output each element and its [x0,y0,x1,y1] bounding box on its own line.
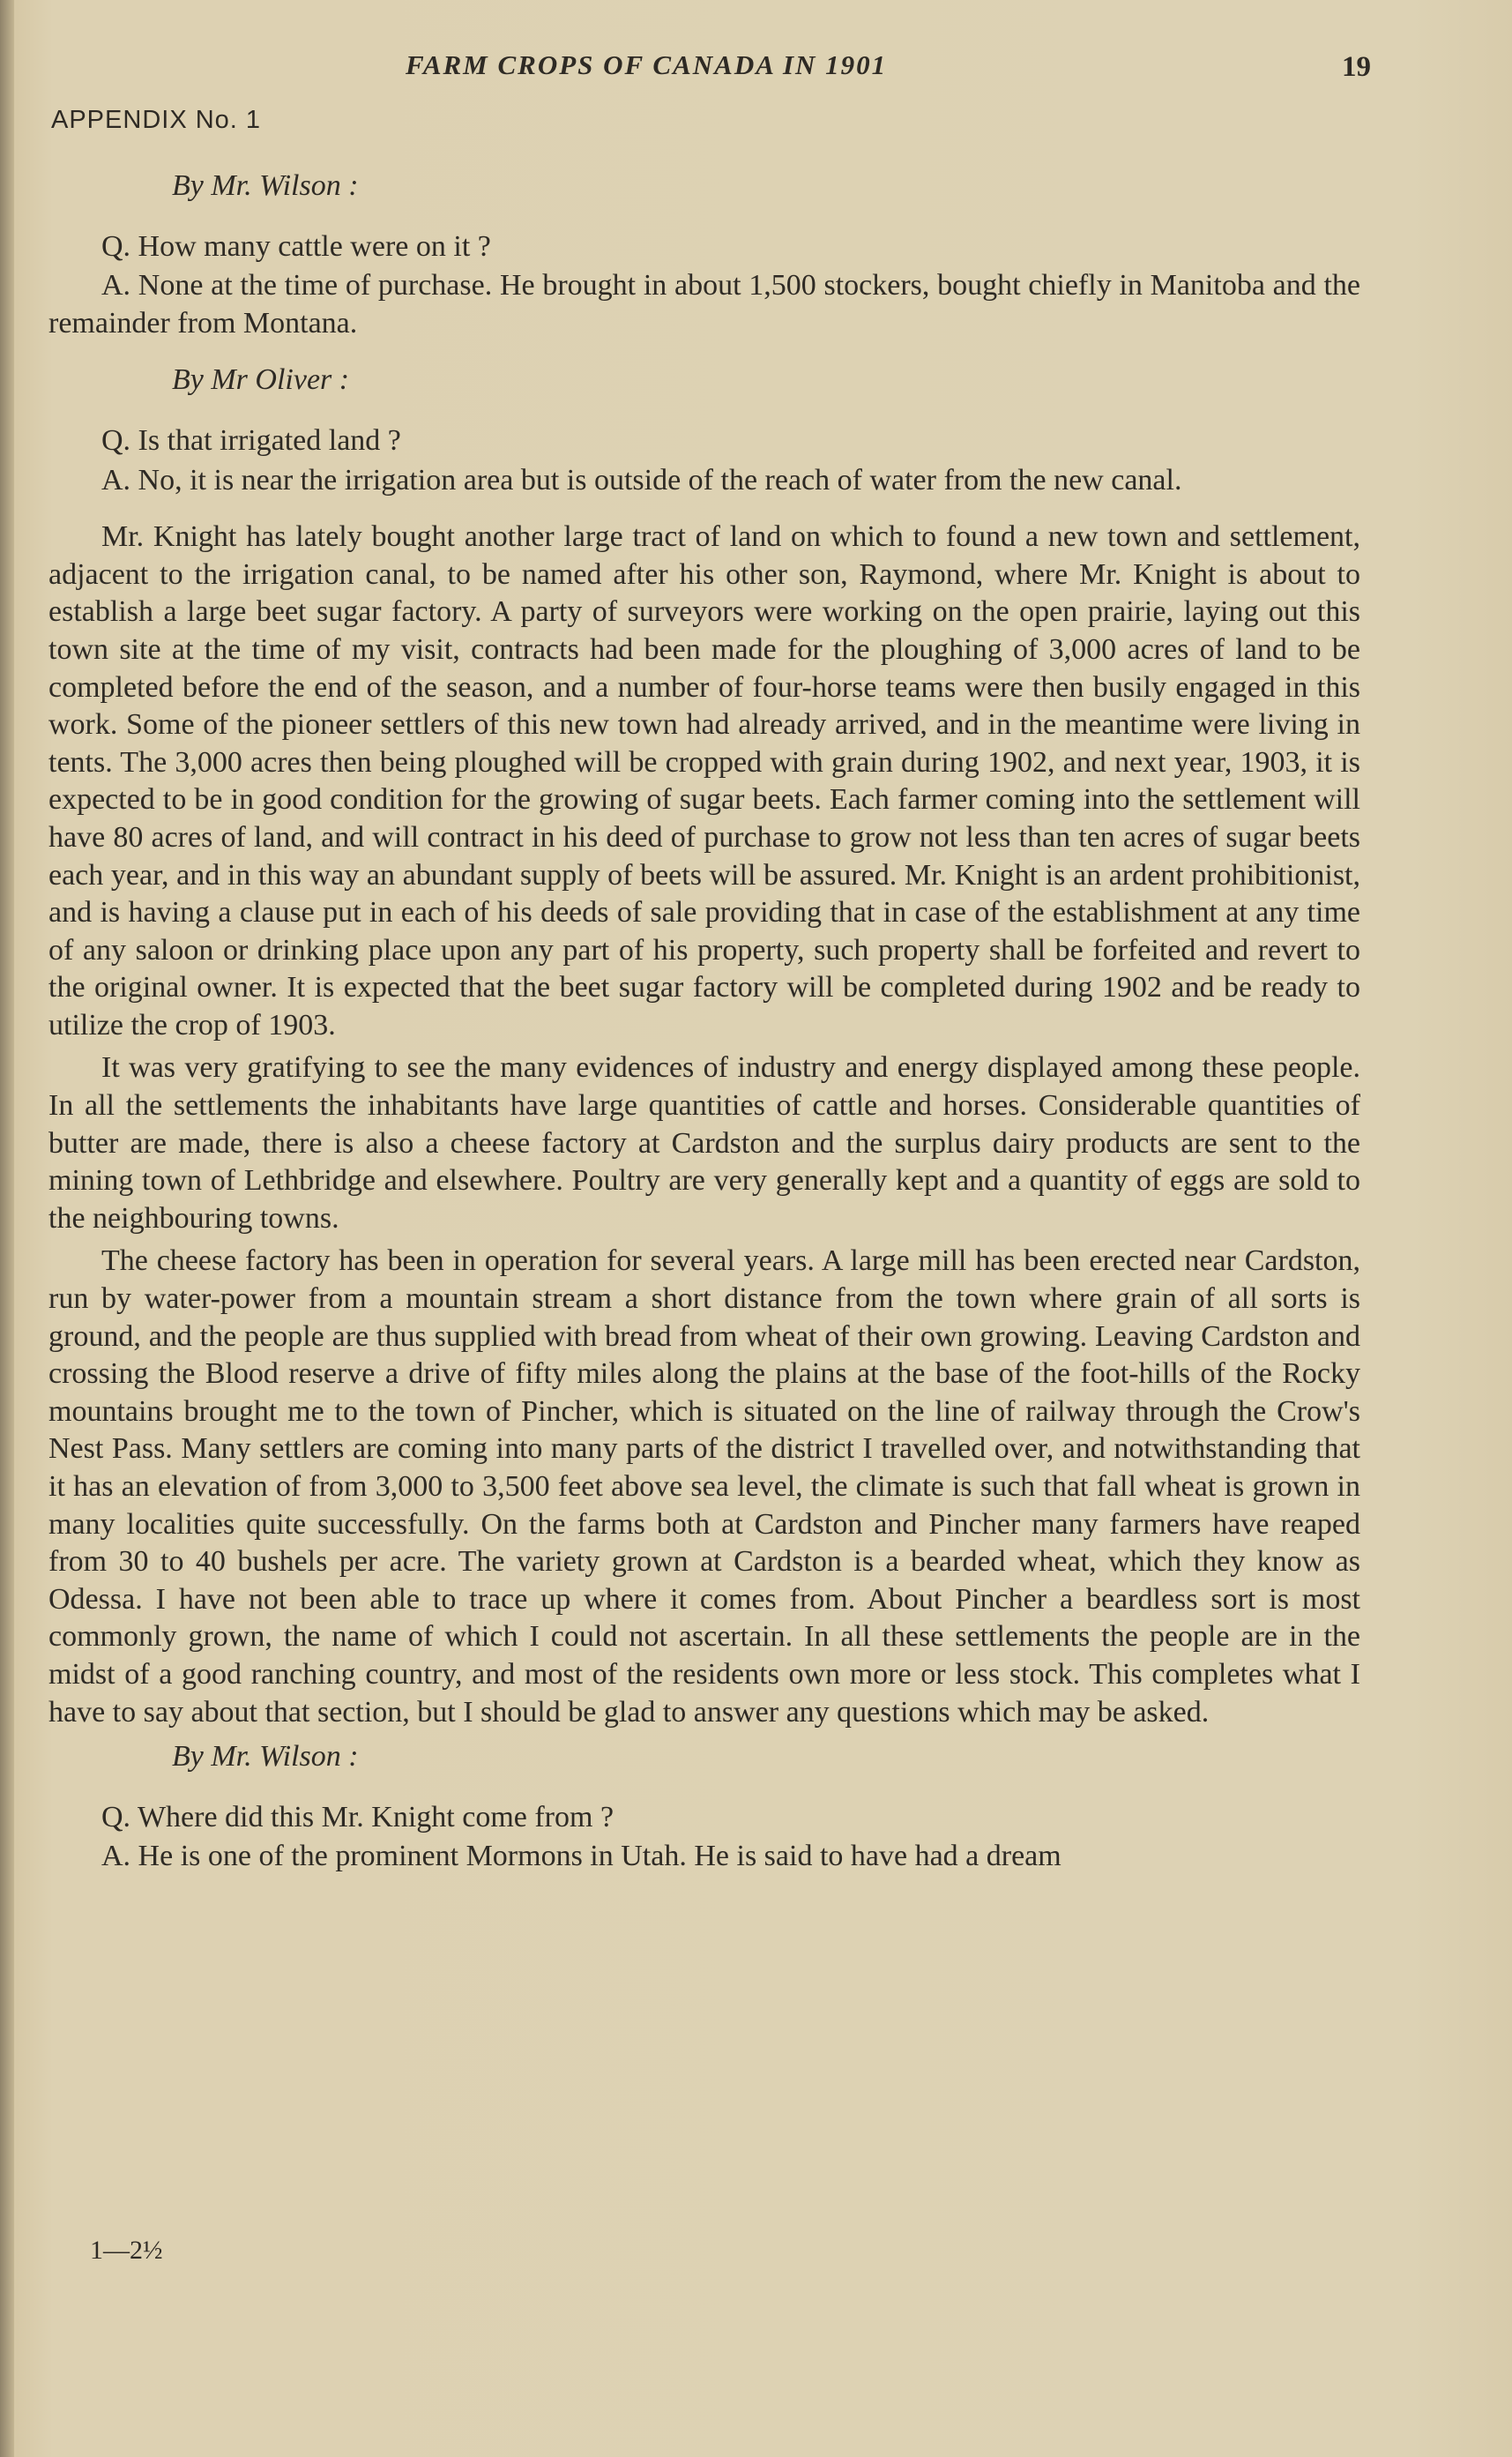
speaker-heading: By Mr Oliver : [172,363,350,397]
page-body [48,161,1360,1895]
signature-mark: 1—2½ [90,2236,163,2265]
speaker-heading: By Mr. Wilson : [172,169,359,202]
running-header [0,49,1512,93]
question: Q. How many cattle were on it ? [101,229,491,263]
answer: A. None at the time of purchase. He brought in about 1,500 stockers, bought chiefly in Manitoba and the remainder from Montana. [48,269,1360,340]
answer: A. No, it is near the irrigation area but is outside of the reach of water from the new canal. [101,463,1182,497]
binding-shadow [0,0,14,2457]
appendix-label: APPENDIX No. 1 [51,106,262,134]
paragraph: The cheese factory has been in operation for several years. A large mill has been erected near Cardston, run by water-power from a mountain stream a short distance from the town where grain of all sorts is ground, and the people are thus supplied with bread from wheat of their own growing. Leaving Cardston and crossing the Blood reserve a drive of fifty miles along the plains at the base of the foot-hills of the Rocky mountains brought me to the town of Pincher, which is situated on the line of railway through the Crow's Nest Pass. Many settlers are coming into many parts of the district I travelled over, and notwithstanding that it has an elevation of from 3,000 to 3,500 feet above sea level, the climate is such that fall wheat is grown in many localities quite successfully. On the farms both at Cardston and Pincher many farmers have reaped from 30 to 40 bushels per acre. The variety grown at Cardston is a bearded wheat, which they know as Odessa. I have not been able to trace up where it comes from. About Pincher a beardless sort is most commonly grown, the name of which I could not ascertain. In all these settlements the people are in the midst of a good ranching country, and most of the residents own more or less stock. This completes what I have to say about that section, but I should be glad to answer any questions which may be asked. [48,1244,1360,1729]
question: Q. Where did this Mr. Knight come from ? [101,1800,614,1833]
question: Q. Is that irrigated land ? [101,423,401,457]
paragraph: It was very gratifying to see the many evidences of industry and energy displayed among these people. In all the settlements the inhabitants have large quantities of cattle and horses. Considerable quantities of butter are made, there is also a cheese factory at Cardston and the surplus dairy products are sent to the mining town of Lethbridge and elsewhere. Poultry are very generally kept and a quantity of eggs are sold to the neighbouring towns. [48,1051,1360,1235]
paragraph: Mr. Knight has lately bought another large tract of land on which to found a new town and settlement, adjacent to the irrigation canal, to be named after his other son, Raymond, where Mr. Knight is about to establish a large beet sugar factory. A party of surveyors were working on the open prairie, laying out this town site at the time of my visit, contracts had been made for the ploughing of 3,000 acres of land to be completed before the end of the season, and a number of four-horse teams were then busily engaged in this work. Some of the pioneer settlers of this new town had already arrived, and in the meantime were living in tents. The 3,000 acres then being ploughed will be cropped with grain during 1902, and next year, 1903, it is expected to be in good condition for the growing of sugar beets. Each farmer coming into the settlement will have 80 acres of land, and will contract in his deed of purchase to grow not less than ten acres of sugar beets each year, and in this way an abundant supply of beets will be assured. Mr. Knight is an ardent prohibitionist, and is having a clause put in each of his deeds of sale providing that in case of the establishment at any time of any saloon or drinking place upon any part of his property, such property shall be forfeited and revert to the original owner. It is expected that the beet sugar factory will be completed during 1902 and be ready to utilize the crop of 1903. [48,520,1360,1042]
running-title: FARM CROPS OF CANADA IN 1901 [406,49,888,80]
page-number: 19 [1342,51,1371,83]
speaker-heading: By Mr. Wilson : [172,1740,359,1774]
answer: A. He is one of the prominent Mormons in Utah. He is said to have had a dream [101,1840,1061,1873]
